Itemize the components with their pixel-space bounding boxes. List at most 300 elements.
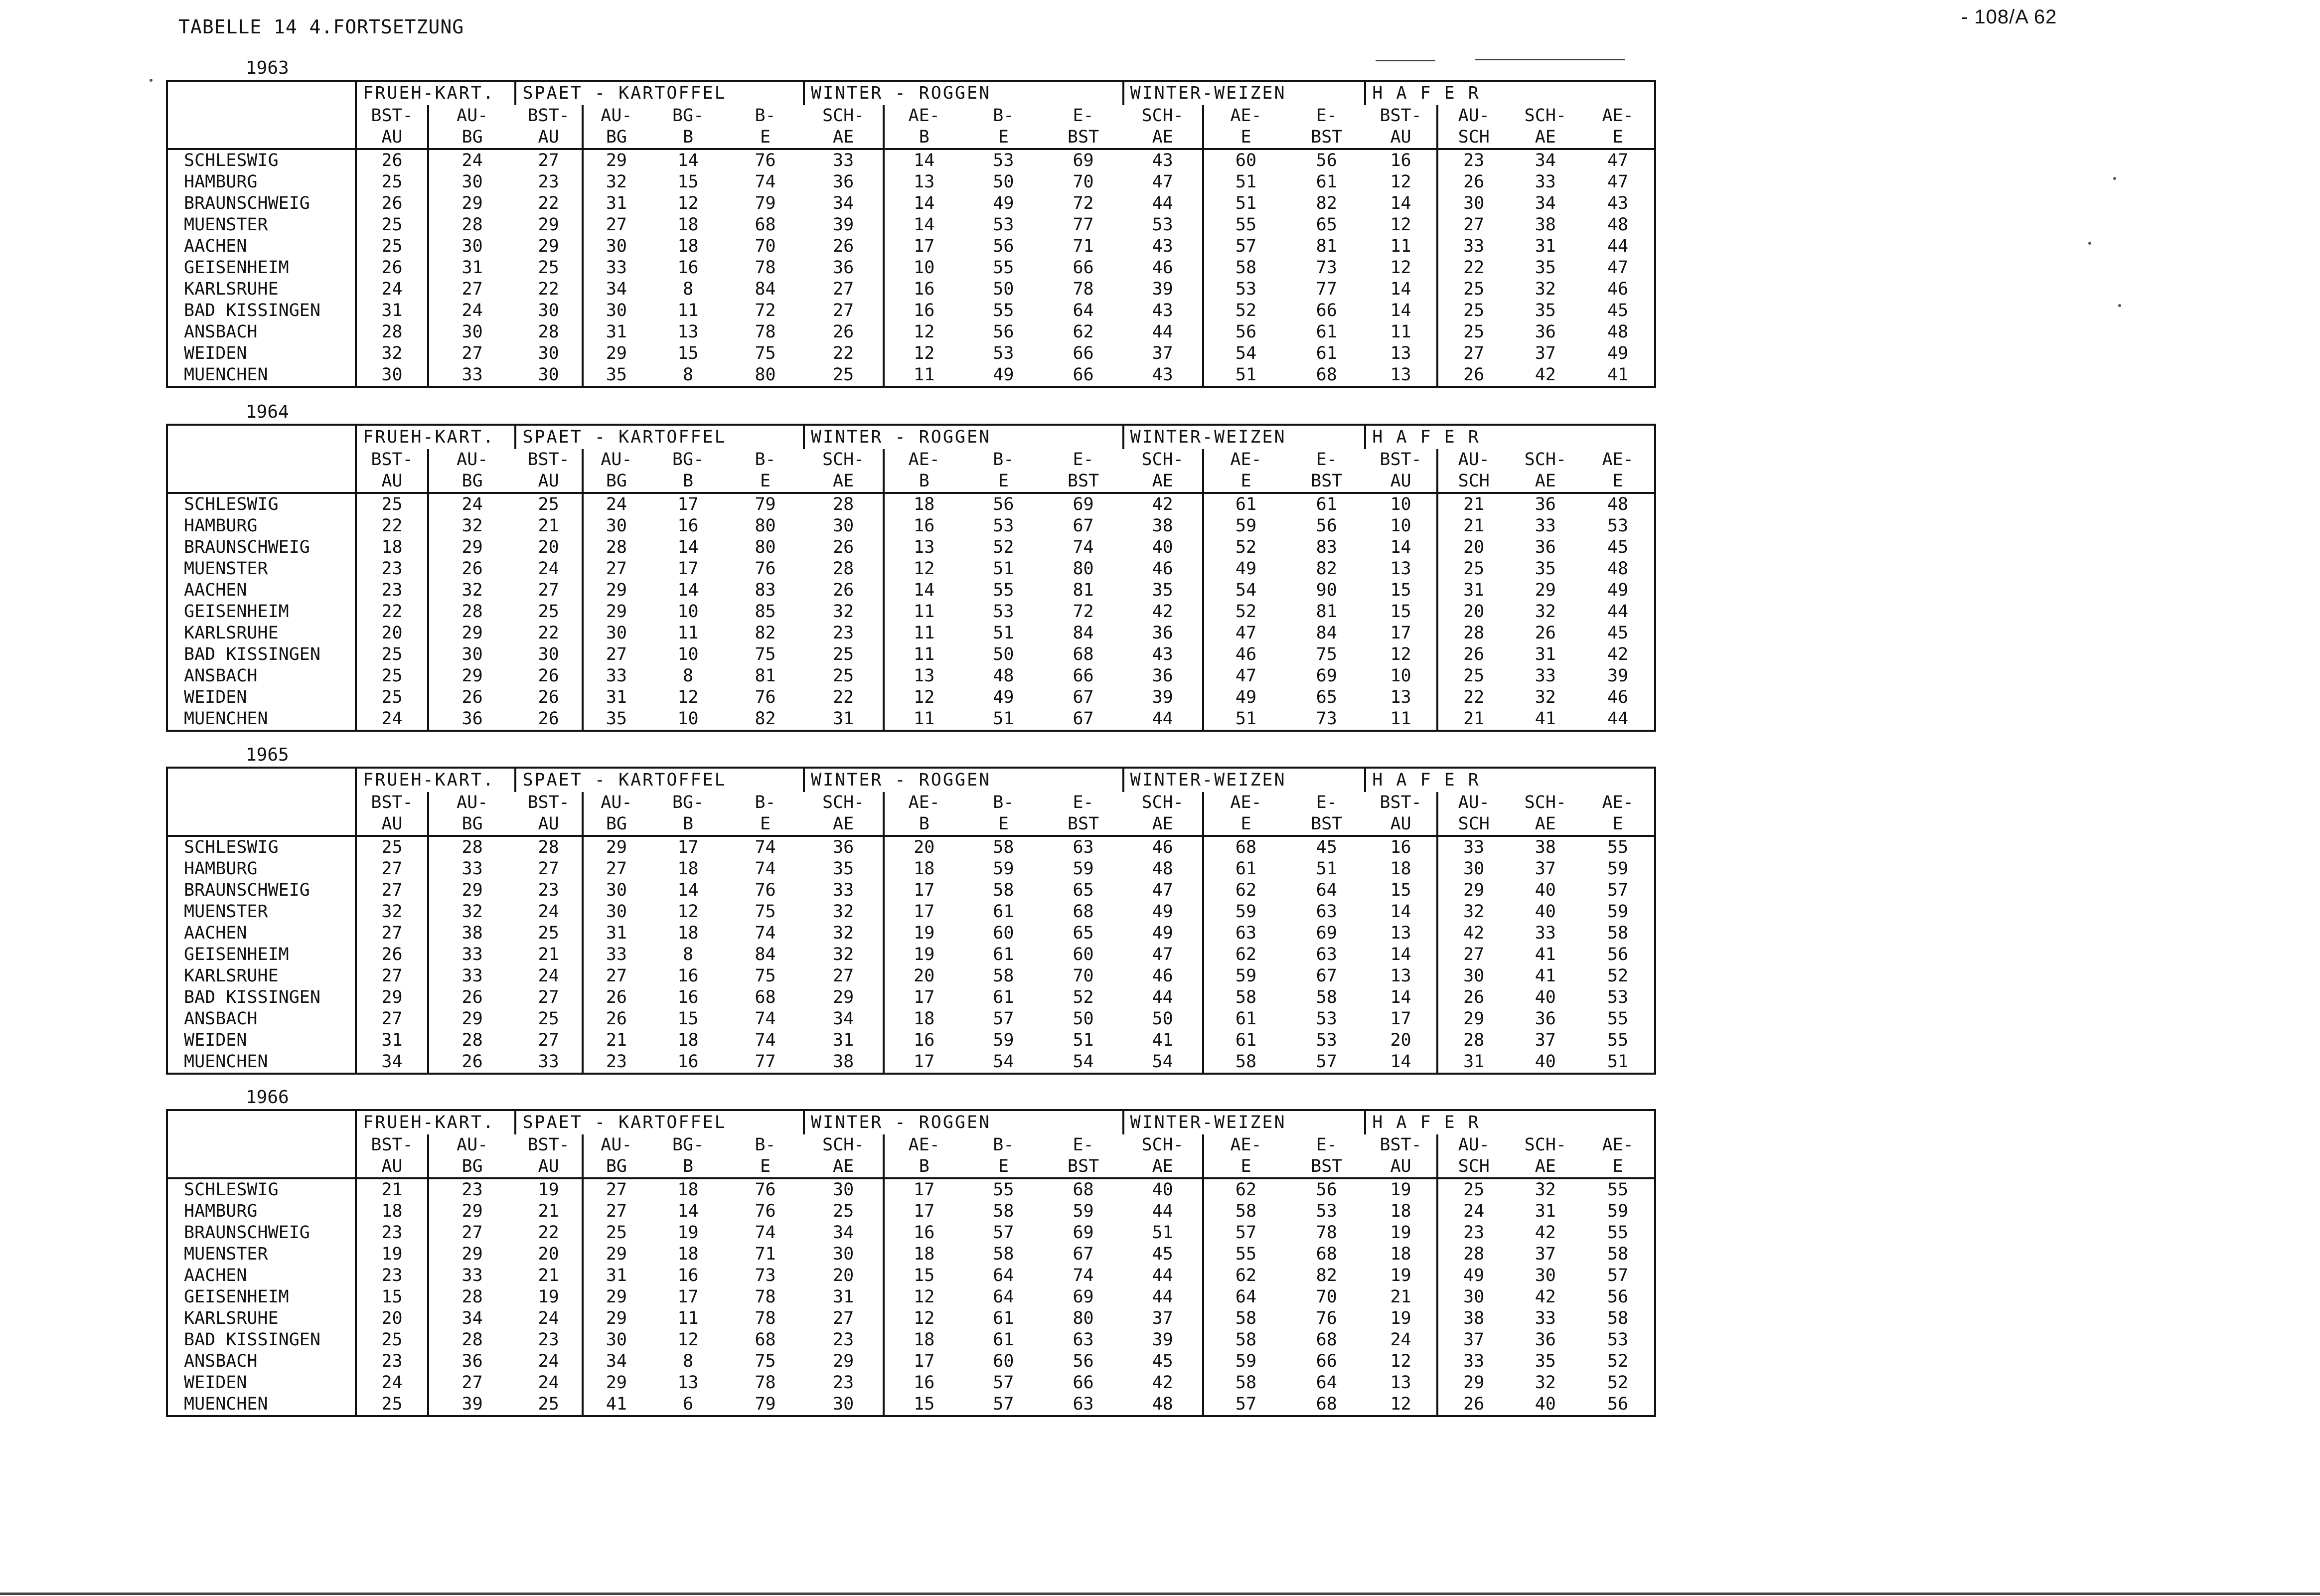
- table-cell: 65: [1073, 880, 1094, 900]
- table-cell: 28: [538, 837, 559, 857]
- column-sub-header: BG: [583, 813, 649, 836]
- table-cell: 18: [677, 236, 699, 256]
- table-cell: 29: [583, 836, 649, 858]
- page-edge-line: [0, 1593, 2320, 1595]
- table-cell: 52: [1203, 537, 1288, 558]
- table-cell: 51: [1152, 1223, 1173, 1243]
- table-cell: 38: [428, 923, 516, 944]
- table-cell: 32: [833, 945, 854, 964]
- table-cell: 11: [1390, 236, 1411, 256]
- table-cell: 17: [884, 880, 963, 901]
- column-sub-header: AE-: [1602, 793, 1634, 812]
- station-name: AACHEN: [184, 1266, 247, 1285]
- table-cell: 47: [1607, 172, 1629, 192]
- table-cell: 25: [1437, 300, 1510, 321]
- table-cell: 32: [356, 343, 428, 364]
- table-cell: 23: [356, 558, 428, 580]
- table-cell: 26: [538, 709, 559, 729]
- table-cell: 19: [1390, 1223, 1411, 1243]
- table-cell: 51: [1203, 364, 1288, 387]
- table-cell: 57: [1203, 1394, 1288, 1416]
- table-cell: 45: [1316, 837, 1337, 857]
- table-row: [167, 343, 1655, 364]
- table-cell: 30: [833, 516, 854, 536]
- column-sub-header: AU-: [428, 792, 516, 813]
- column-sub-header: E-: [1073, 793, 1094, 812]
- column-sub-header: SCH-: [1141, 793, 1184, 812]
- table-cell: 73: [755, 1266, 776, 1285]
- table-cell: 17: [884, 987, 963, 1008]
- table-cell: 23: [356, 1222, 428, 1244]
- table-cell: 76: [1316, 1308, 1337, 1328]
- table-cell: 58: [1203, 987, 1288, 1008]
- station-name: BRAUNSCHWEIG: [184, 1223, 310, 1243]
- table-cell: 16: [884, 279, 963, 300]
- table-cell: 29: [583, 1286, 649, 1308]
- table-cell: 81: [1316, 236, 1337, 256]
- table-cell: 25: [356, 1394, 428, 1416]
- column-sub-header: AU-: [583, 1134, 649, 1156]
- corner-cell: [167, 425, 356, 493]
- table-cell: 28: [1437, 623, 1510, 644]
- column-sub-header: E-: [1316, 1135, 1337, 1155]
- table-cell: 41: [1535, 966, 1556, 986]
- station-name: KARLSRUHE: [184, 623, 279, 643]
- table-cell: 72: [1073, 193, 1094, 213]
- table-cell: 36: [1535, 494, 1556, 514]
- table-cell: 27: [583, 1178, 649, 1201]
- table-cell: 39: [833, 215, 854, 235]
- table-cell: 14: [1390, 301, 1411, 320]
- column-sub-header: AE-: [1602, 106, 1634, 126]
- table-cell: 56: [993, 494, 1014, 514]
- column-sub-header: SCH: [1437, 1156, 1510, 1178]
- table-cell: 26: [1437, 1394, 1510, 1416]
- table-cell: 60: [1073, 945, 1094, 964]
- column-sub-header: AU: [515, 813, 582, 836]
- table-cell: 63: [1203, 923, 1288, 944]
- table-cell: 39: [1152, 1330, 1173, 1350]
- column-group-header: WINTER - ROGGEN: [804, 768, 1123, 792]
- table-cell: 8: [682, 1351, 694, 1371]
- station-name: GEISENHEIM: [184, 602, 289, 622]
- table-cell: 63: [1073, 837, 1094, 857]
- table-cell: 23: [583, 1051, 649, 1074]
- table-cell: 24: [538, 902, 559, 922]
- column-group-header: FRUEH-KART.: [356, 1110, 515, 1134]
- table-cell: 65: [1073, 923, 1094, 943]
- table-cell: 78: [755, 258, 776, 278]
- table-cell: 68: [1316, 1394, 1337, 1414]
- column-group-header: WINTER - ROGGEN: [804, 81, 1123, 105]
- table-cell: 12: [677, 193, 699, 213]
- data-table: [166, 1109, 1656, 1417]
- table-cell: 67: [1073, 687, 1094, 707]
- table-cell: 44: [1607, 602, 1629, 622]
- table-cell: 76: [755, 1201, 776, 1221]
- table-cell: 16: [884, 1030, 963, 1051]
- table-cell: 31: [833, 709, 854, 729]
- table-cell: 22: [356, 601, 428, 623]
- year-label: 1965: [246, 745, 289, 765]
- table-cell: 13: [1390, 966, 1411, 986]
- table-cell: 31: [583, 923, 649, 944]
- table-cell: 84: [755, 279, 776, 299]
- column-sub-header: AU-: [583, 449, 649, 471]
- table-cell: 68: [1316, 1244, 1337, 1264]
- table-cell: 68: [1073, 644, 1094, 664]
- table-cell: 37: [1152, 343, 1173, 363]
- table-cell: 62: [1203, 880, 1288, 901]
- table-cell: 78: [1073, 279, 1094, 299]
- table-cell: 25: [356, 836, 428, 858]
- table-cell: 82: [1316, 193, 1337, 213]
- table-cell: 42: [1152, 494, 1173, 514]
- table-cell: 13: [1390, 343, 1411, 363]
- table-cell: 34: [1535, 193, 1556, 213]
- table-cell: 84: [755, 945, 776, 964]
- table-row: [167, 537, 1655, 558]
- table-cell: 43: [1152, 151, 1173, 170]
- table-cell: 25: [833, 1201, 854, 1221]
- column-sub-header: E: [727, 127, 804, 149]
- table-cell: 75: [755, 966, 776, 986]
- table-cell: 22: [538, 1223, 559, 1243]
- table-cell: 48: [993, 666, 1014, 686]
- column-sub-header: AE-: [884, 105, 963, 127]
- table-cell: 31: [583, 193, 649, 214]
- table-cell: 33: [1535, 1308, 1556, 1328]
- table-cell: 27: [583, 214, 649, 236]
- table-cell: 49: [993, 687, 1014, 707]
- column-group-header: SPAET - KARTOFFEL: [515, 425, 804, 449]
- table-row: [167, 880, 1655, 901]
- table-cell: 27: [538, 151, 559, 170]
- station-name: MUENCHEN: [184, 365, 268, 385]
- column-sub-header: AE-: [1602, 450, 1634, 470]
- table-cell: 75: [755, 343, 776, 363]
- table-cell: 78: [755, 1373, 776, 1393]
- column-sub-header: SCH: [1437, 813, 1510, 836]
- table-cell: 69: [1316, 666, 1337, 686]
- table-cell: 75: [1316, 644, 1337, 664]
- table-row: [167, 708, 1655, 731]
- table-cell: 24: [1437, 1201, 1510, 1222]
- table-cell: 58: [1203, 1372, 1288, 1394]
- station-name: SCHLESWIG: [184, 151, 279, 170]
- table-cell: 84: [1073, 623, 1094, 643]
- table-row: [167, 644, 1655, 665]
- table-cell: 55: [1203, 214, 1288, 236]
- table-cell: 26: [356, 149, 428, 171]
- table-cell: 59: [1607, 902, 1629, 922]
- table-cell: 32: [833, 602, 854, 622]
- table-cell: 69: [1073, 151, 1094, 170]
- table-row: [167, 901, 1655, 923]
- table-cell: 18: [884, 1008, 963, 1030]
- table-row: [167, 665, 1655, 687]
- column-sub-header: BG: [583, 127, 649, 149]
- table-cell: 26: [428, 687, 516, 708]
- table-cell: 30: [583, 515, 649, 537]
- table-cell: 12: [677, 902, 699, 922]
- table-cell: 79: [755, 1394, 776, 1414]
- table-cell: 44: [1152, 709, 1173, 729]
- table-cell: 30: [428, 644, 516, 665]
- scan-speck: [150, 79, 153, 82]
- table-cell: 18: [677, 923, 699, 943]
- table-cell: 67: [1073, 516, 1094, 536]
- table-cell: 59: [1203, 515, 1288, 537]
- table-cell: 12: [1390, 644, 1411, 664]
- table-cell: 29: [356, 987, 428, 1008]
- table-cell: 50: [993, 279, 1014, 299]
- table-cell: 37: [1535, 1030, 1556, 1050]
- table-cell: 82: [1316, 559, 1337, 579]
- station-name: KARLSRUHE: [184, 1308, 279, 1328]
- table-cell: 36: [428, 708, 516, 731]
- table-cell: 43: [1152, 236, 1173, 256]
- station-name: WEIDEN: [184, 1030, 247, 1050]
- column-sub-header: BST-: [1380, 793, 1422, 812]
- table-cell: 45: [1152, 1351, 1173, 1371]
- column-sub-header: AU-: [1437, 1134, 1510, 1156]
- column-sub-header: AE: [1510, 127, 1582, 149]
- table-cell: 16: [884, 1222, 963, 1244]
- column-sub-header: E: [1581, 1156, 1655, 1178]
- table-cell: 36: [1535, 1009, 1556, 1029]
- table-cell: 56: [993, 322, 1014, 342]
- table-cell: 29: [583, 601, 649, 623]
- column-sub-header: B-: [755, 106, 776, 126]
- table-cell: 53: [1203, 279, 1288, 300]
- table-cell: 29: [428, 665, 516, 687]
- column-sub-header: BST-: [527, 793, 570, 812]
- table-cell: 26: [356, 944, 428, 965]
- table-cell: 11: [677, 623, 699, 643]
- table-cell: 25: [538, 1009, 559, 1029]
- table-cell: 55: [1607, 837, 1629, 857]
- table-cell: 74: [755, 1223, 776, 1243]
- table-cell: 48: [1152, 1394, 1173, 1414]
- table-cell: 53: [1316, 1030, 1337, 1050]
- table-cell: 29: [428, 1244, 516, 1265]
- table-cell: 52: [993, 537, 1014, 557]
- station-name: ANSBACH: [184, 666, 258, 686]
- column-group-header: FRUEH-KART.: [356, 81, 515, 105]
- table-cell: 17: [884, 236, 963, 257]
- table-cell: 26: [428, 558, 516, 580]
- table-cell: 33: [1535, 923, 1556, 943]
- column-sub-header: E-: [1073, 1135, 1094, 1155]
- column-sub-header: BST-: [1380, 1135, 1422, 1155]
- table-cell: 58: [1316, 987, 1337, 1007]
- table-cell: 14: [1390, 945, 1411, 964]
- table-cell: 29: [428, 537, 516, 558]
- table-cell: 16: [677, 966, 699, 986]
- table-cell: 25: [356, 1329, 428, 1351]
- table-cell: 61: [1316, 494, 1337, 514]
- station-name: AACHEN: [184, 236, 247, 256]
- table-row: [167, 923, 1655, 944]
- table-cell: 15: [677, 343, 699, 363]
- station-name: AACHEN: [184, 923, 247, 943]
- table-cell: 56: [1316, 516, 1337, 536]
- column-sub-header: E-: [1073, 450, 1094, 470]
- column-sub-header: E: [1203, 471, 1288, 493]
- table-row: [167, 515, 1655, 537]
- table-cell: 24: [538, 559, 559, 579]
- table-cell: 14: [677, 580, 699, 600]
- table-cell: 25: [833, 365, 854, 385]
- table-row: [167, 364, 1655, 387]
- table-cell: 27: [428, 1222, 516, 1244]
- table-cell: 6: [682, 1394, 694, 1414]
- table-cell: 32: [1535, 1373, 1556, 1393]
- table-cell: 30: [583, 236, 649, 257]
- table-cell: 11: [884, 708, 963, 731]
- column-sub-header: AE: [1123, 1156, 1203, 1178]
- column-sub-header: AE-: [884, 792, 963, 813]
- table-cell: 17: [1390, 1009, 1411, 1029]
- table-cell: 45: [1607, 301, 1629, 320]
- table-cell: 74: [755, 923, 776, 943]
- table-cell: 36: [1535, 322, 1556, 342]
- table-cell: 17: [884, 1351, 963, 1372]
- column-sub-header: BG-: [672, 793, 704, 812]
- column-sub-header: E: [727, 1156, 804, 1178]
- table-row: [167, 1265, 1655, 1286]
- column-sub-header: AE: [1510, 471, 1582, 493]
- table-cell: 22: [538, 279, 559, 299]
- table-cell: 70: [1316, 1287, 1337, 1307]
- table-cell: 85: [755, 602, 776, 622]
- table-cell: 68: [755, 215, 776, 235]
- table-cell: 14: [1390, 902, 1411, 922]
- scan-speck: [2088, 242, 2091, 245]
- table-cell: 69: [1073, 494, 1094, 514]
- column-sub-header: AU: [1365, 127, 1437, 149]
- table-cell: 75: [755, 644, 776, 664]
- station-name: WEIDEN: [184, 687, 247, 707]
- table-cell: 49: [1437, 1265, 1510, 1286]
- table-cell: 47: [1607, 151, 1629, 170]
- station-name: AACHEN: [184, 580, 247, 600]
- station-name: GEISENHEIM: [184, 945, 289, 964]
- column-sub-header: BG: [428, 1156, 516, 1178]
- table-row: [167, 987, 1655, 1008]
- table-cell: 20: [1437, 601, 1510, 623]
- table-cell: 12: [1390, 1351, 1411, 1371]
- table-cell: 37: [1535, 859, 1556, 879]
- table-cell: 41: [1607, 365, 1629, 385]
- table-row: [167, 687, 1655, 708]
- table-cell: 52: [1073, 987, 1094, 1007]
- table-cell: 54: [1203, 343, 1288, 364]
- table-cell: 15: [1390, 880, 1411, 900]
- column-sub-header: B: [884, 127, 963, 149]
- column-sub-header: B-: [993, 450, 1014, 470]
- table-row: [167, 321, 1655, 343]
- table-cell: 47: [1203, 665, 1288, 687]
- column-sub-header: E: [727, 813, 804, 836]
- table-cell: 58: [993, 966, 1014, 986]
- column-sub-header: AU: [1365, 471, 1437, 493]
- table-cell: 73: [1316, 709, 1337, 729]
- table-cell: 31: [1437, 1051, 1510, 1074]
- table-row: [167, 965, 1655, 987]
- table-cell: 53: [993, 151, 1014, 170]
- table-cell: 35: [583, 708, 649, 731]
- column-sub-header: BG: [583, 1156, 649, 1178]
- table-cell: 28: [1437, 1244, 1510, 1265]
- table-cell: 58: [1203, 1051, 1288, 1074]
- table-cell: 59: [1203, 901, 1288, 923]
- table-cell: 53: [1316, 1009, 1337, 1029]
- table-cell: 29: [1535, 580, 1556, 600]
- table-cell: 22: [1437, 687, 1510, 708]
- table-cell: 24: [538, 1373, 559, 1393]
- table-cell: 13: [884, 537, 963, 558]
- column-sub-header: BST: [1043, 1156, 1123, 1178]
- table-cell: 77: [1316, 279, 1337, 299]
- table-cell: 10: [677, 602, 699, 622]
- table-cell: 12: [1390, 215, 1411, 235]
- table-cell: 71: [755, 1244, 776, 1264]
- table-cell: 31: [1535, 644, 1556, 664]
- column-sub-header: B: [649, 471, 727, 493]
- column-sub-header: B: [649, 1156, 727, 1178]
- table-row: [167, 493, 1655, 515]
- table-cell: 48: [1607, 215, 1629, 235]
- table-cell: 41: [1152, 1030, 1173, 1050]
- table-row: [167, 1051, 1655, 1074]
- table-cell: 31: [583, 687, 649, 708]
- station-name: SCHLESWIG: [184, 494, 279, 514]
- table-cell: 30: [428, 171, 516, 193]
- table-row: [167, 214, 1655, 236]
- table-cell: 58: [993, 880, 1014, 900]
- page-reference: - 108/A 62: [1961, 6, 2057, 28]
- table-cell: 27: [538, 987, 559, 1007]
- table-cell: 31: [356, 1030, 428, 1051]
- table-cell: 29: [538, 236, 559, 256]
- table-cell: 25: [538, 494, 559, 514]
- column-sub-header: AU-: [583, 792, 649, 813]
- column-sub-header: SCH-: [1524, 1135, 1566, 1155]
- table-cell: 58: [1203, 1201, 1288, 1222]
- table-cell: 17: [1390, 623, 1411, 643]
- column-sub-header: BST: [1288, 471, 1365, 493]
- table-cell: 46: [1607, 279, 1629, 299]
- table-cell: 27: [538, 1030, 559, 1050]
- table-cell: 27: [356, 858, 428, 880]
- table-cell: 27: [833, 301, 854, 320]
- column-sub-header: AU: [515, 1156, 582, 1178]
- column-sub-header: BST: [1288, 1156, 1365, 1178]
- column-sub-header: BG-: [672, 1135, 704, 1155]
- table-cell: 26: [833, 322, 854, 342]
- corner-cell: [167, 81, 356, 149]
- station-name: WEIDEN: [184, 1373, 247, 1393]
- table-cell: 79: [755, 193, 776, 213]
- column-sub-header: SCH: [1437, 471, 1510, 493]
- station-name: HAMBURG: [184, 516, 258, 536]
- table-cell: 48: [1607, 322, 1629, 342]
- table-cell: 25: [356, 171, 428, 193]
- table-cell: 80: [755, 365, 776, 385]
- column-group-header: SPAET - KARTOFFEL: [515, 1110, 804, 1134]
